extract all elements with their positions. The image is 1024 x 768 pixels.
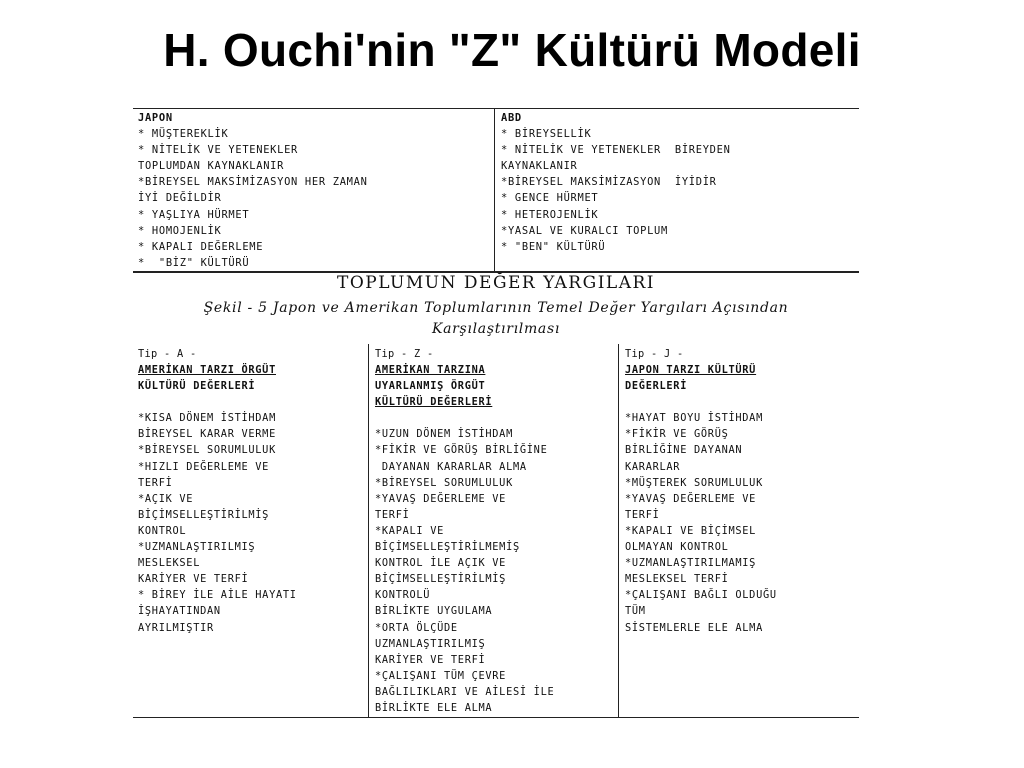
type-j-line: KARARLAR	[625, 460, 681, 473]
type-a-line: * BİREY İLE AİLE HAYATI	[138, 589, 297, 602]
type-z-line: *ORTA ÖLÇÜDE	[375, 621, 458, 634]
type-j-line: *UZMANLAŞTIRILMAMIŞ	[625, 557, 757, 570]
type-j-line: OLMAYAN KONTROL	[625, 541, 729, 554]
type-z-line: *ÇALIŞANI TÜM ÇEVRE	[375, 669, 507, 682]
figure-caption	[143, 298, 849, 340]
type-z-line: *BİREYSEL SORUMLULUK	[375, 476, 513, 489]
type-a-line: *KISA DÖNEM İSTİHDAM	[138, 412, 276, 425]
type-a-heading: AMERİKAN TARZI ÖRGÜT	[138, 364, 276, 377]
type-a-tip: Tip - A -	[138, 348, 197, 360]
type-a-line: İŞHAYATINDAN	[138, 605, 221, 618]
culture-types-table	[133, 344, 859, 718]
slide-title: H. Ouchi'nin "Z" Kültürü Modeli	[163, 24, 861, 76]
type-z-column	[375, 346, 615, 716]
type-a-line: TERFİ	[138, 476, 173, 489]
type-z-line: BİRLİKTE UYGULAMA	[375, 605, 493, 618]
type-z-line: BİÇİMSELLEŞTİRİLMEMİŞ	[375, 541, 520, 554]
usa-line: * NİTELİK VE YETENEKLER BİREYDEN	[501, 144, 731, 157]
usa-line: * HETEROJENLİK	[501, 208, 599, 221]
japan-usa-table	[133, 108, 859, 273]
type-z-line: *UZUN DÖNEM İSTİHDAM	[375, 428, 513, 441]
japan-line: TOPLUMDAN KAYNAKLANIR	[138, 160, 285, 173]
type-z-line: KONTROLÜ	[375, 589, 431, 602]
type-z-line: *YAVAŞ DEĞERLEME VE	[375, 492, 507, 505]
type-j-line: TERFİ	[625, 508, 660, 521]
type-a-heading: KÜLTÜRÜ DEĞERLERİ	[138, 380, 256, 393]
type-a-line: *AÇIK VE	[138, 492, 194, 505]
type-z-tip: Tip - Z -	[375, 348, 434, 360]
usa-line: *BİREYSEL MAKSİMİZASYON İYİDİR	[501, 176, 717, 189]
comparison-figure	[133, 108, 859, 718]
type-j-line: *ÇALIŞANI BAĞLI OLDUĞU	[625, 589, 777, 602]
column-divider	[368, 344, 369, 717]
type-j-line: BİRLİĞİNE DAYANAN	[625, 444, 743, 457]
usa-line: * BİREYSELLİK	[501, 128, 592, 141]
type-j-line: *YAVAŞ DEĞERLEME VE	[625, 492, 757, 505]
type-z-line: KONTROL İLE AÇIK VE	[375, 557, 507, 570]
type-j-line: *KAPALI VE BİÇİMSEL	[625, 524, 757, 537]
type-j-line: *HAYAT BOYU İSTİHDAM	[625, 412, 763, 425]
type-j-column	[625, 346, 857, 636]
type-z-line: *KAPALI VE	[375, 524, 444, 537]
japan-line: * KAPALI DEĞERLEME	[138, 240, 264, 253]
japan-line: * "BİZ" KÜLTÜRÜ	[138, 256, 250, 269]
type-z-line: UZMANLAŞTIRILMIŞ	[375, 637, 486, 650]
type-j-line: SİSTEMLERLE ELE ALMA	[625, 621, 763, 634]
type-a-line: BİREYSEL KARAR VERME	[138, 428, 276, 441]
usa-line: *YASAL VE KURALCI TOPLUM	[501, 224, 668, 237]
type-z-line: TERFİ	[375, 508, 410, 521]
japan-line: * YAŞLIYA HÜRMET	[138, 208, 250, 221]
japan-line: *BİREYSEL MAKSİMİZASYON HER ZAMAN	[138, 176, 368, 189]
type-z-heading: UYARLANMIŞ ÖRGÜT	[375, 380, 486, 393]
japan-line: İYİ DEĞİLDİR	[138, 192, 222, 205]
usa-line: * "BEN" KÜLTÜRÜ	[501, 240, 606, 253]
type-a-line: KONTROL	[138, 524, 187, 537]
japan-line: * HOMOJENLİK	[138, 224, 222, 237]
type-z-line: BAĞLILIKLARI VE AİLESİ İLE	[375, 685, 555, 698]
type-a-line: *UZMANLAŞTIRILMIŞ	[138, 541, 256, 554]
caption-line: Karşılaştırılması	[431, 321, 561, 337]
japan-column	[138, 110, 490, 271]
type-a-line: *HIZLI DEĞERLEME VE	[138, 460, 270, 473]
type-z-heading: KÜLTÜRÜ DEĞERLERİ	[375, 396, 493, 409]
type-j-tip: Tip - J -	[625, 348, 684, 360]
column-divider	[618, 344, 619, 717]
caption-title: TOPLUMUN DEĞER YARGILARI	[336, 273, 655, 293]
usa-column	[501, 110, 853, 255]
type-j-heading: DEĞERLERİ	[625, 380, 688, 393]
usa-line: KAYNAKLANIR	[501, 160, 578, 173]
type-a-line: KARİYER VE TERFİ	[138, 573, 249, 586]
japan-line: * NİTELİK VE YETENEKLER	[138, 144, 298, 157]
usa-header: ABD	[501, 112, 522, 124]
type-a-line: *BİREYSEL SORUMLULUK	[138, 444, 276, 457]
type-z-heading: AMERİKAN TARZINA	[375, 364, 486, 377]
usa-line: * GENCE HÜRMET	[501, 192, 599, 205]
type-a-line: BİÇİMSELLEŞTİRİLMİŞ	[138, 508, 270, 521]
caption-line: Şekil - 5 Japon ve Amerikan Toplumlarının Temel Değer Yargıları Açısından	[203, 300, 789, 316]
type-a-column	[138, 346, 366, 636]
column-divider	[494, 109, 495, 271]
type-a-line: AYRILMIŞTIR	[138, 621, 214, 634]
type-z-line: *FİKİR VE GÖRÜŞ BİRLİĞİNE	[375, 444, 548, 457]
type-j-heading: JAPON TARZI KÜLTÜRÜ	[625, 364, 757, 377]
type-a-line: MESLEKSEL	[138, 557, 201, 570]
type-z-line: DAYANAN KARARLAR ALMA	[375, 460, 527, 473]
type-z-line: BİRLİKTE ELE ALMA	[375, 701, 493, 714]
type-j-line: *FİKİR VE GÖRÜŞ	[625, 428, 729, 441]
type-z-line: KARİYER VE TERFİ	[375, 653, 486, 666]
type-j-line: TÜM	[625, 605, 646, 618]
japan-line: * MÜŞTEREKLİK	[138, 128, 229, 141]
japan-header: JAPON	[138, 112, 173, 124]
type-j-line: *MÜŞTEREK SORUMLULUK	[625, 476, 763, 489]
type-z-line: BİÇİMSELLEŞTİRİLMİŞ	[375, 573, 507, 586]
type-j-line: MESLEKSEL TERFİ	[625, 573, 729, 586]
